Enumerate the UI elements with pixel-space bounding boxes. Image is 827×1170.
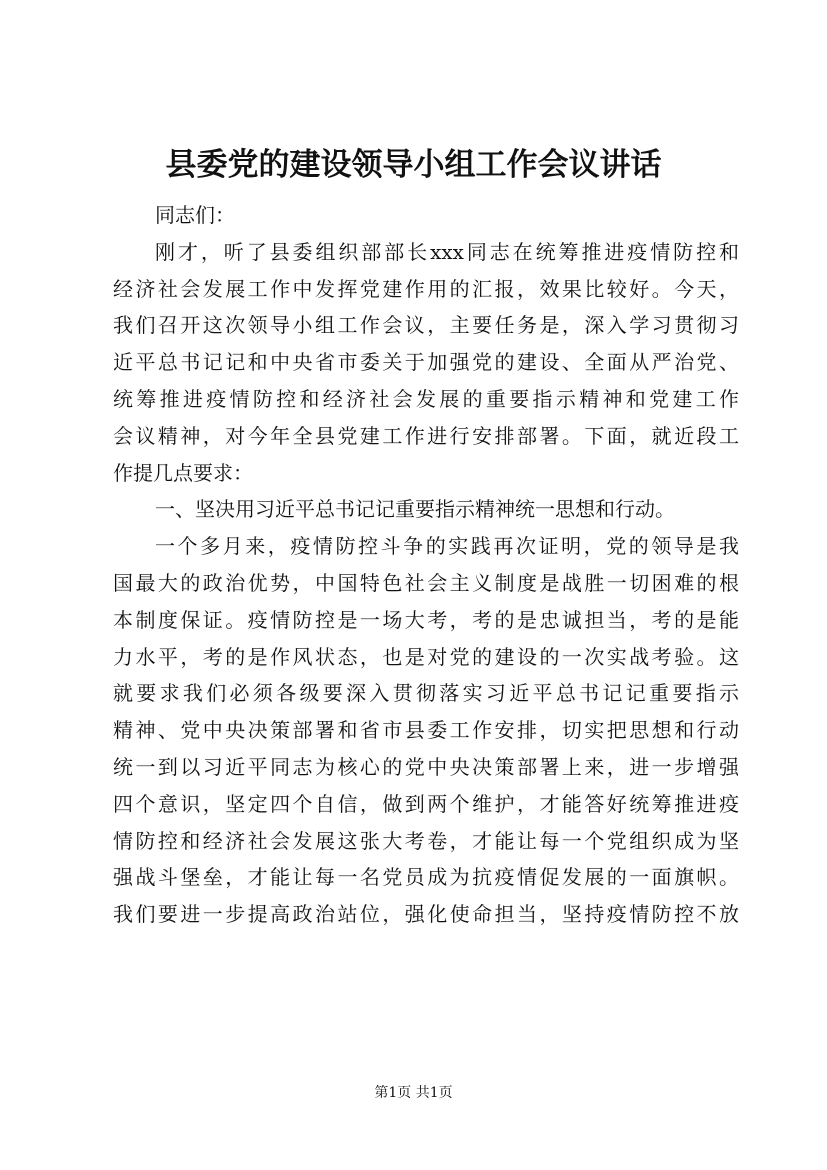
document-body [113, 197, 739, 933]
paragraph-line: 情防控和经济社会发展这张大考卷，才能让每一个党组织成为坚 [113, 828, 739, 853]
paragraph-line: 刚才，听了县委组织部部长xxx同志在统筹推进疫情防控和 [155, 239, 739, 264]
paragraph-line: 本制度保证。疫情防控是一场大考，考的是忠诚担当，考的是能 [113, 607, 739, 632]
salutation: 同志们： [155, 203, 235, 227]
paragraph-line: 经济社会发展工作中发挥党建作用的汇报，效果比较好。今天， [113, 276, 739, 301]
paragraph-line: 强战斗堡垒，才能让每一名党员成为抗疫情促发展的一面旗帜。 [113, 865, 739, 890]
section-heading: 一、坚决用习近平总书记记重要指示精神统一思想和行动。 [155, 497, 675, 522]
paragraph-line: 精神、党中央决策部署和省市县委工作安排，切实把思想和行动 [113, 718, 739, 743]
paragraph-line: 我们要进一步提高政治站位，强化使命担当，坚持疫情防控不放 [113, 902, 739, 927]
paragraph-line: 就要求我们必须各级要深入贯彻落实习近平总书记记重要指示 [113, 681, 739, 706]
paragraph-line: 会议精神，对今年全县党建工作进行安排部署。下面，就近段工 [113, 423, 739, 448]
page-number-footer: 第1页 共1页 [374, 1085, 453, 1101]
paragraph-line: 统筹推进疫情防控和经济社会发展的重要指示精神和党建工作 [113, 386, 739, 411]
document-title: 县委党的建设领导小组工作会议讲话 [165, 147, 662, 183]
paragraph-line: 国最大的政治优势，中国特色社会主义制度是战胜一切困难的根 [113, 570, 739, 595]
paragraph-line: 我们召开这次领导小组工作会议，主要任务是，深入学习贯彻习 [113, 313, 739, 338]
paragraph-line: 一个多月来，疫情防控斗争的实践再次证明，党的领导是我 [155, 534, 739, 559]
paragraph-line: 四个意识，坚定四个自信，做到两个维护，才能答好统筹推进疫 [113, 791, 739, 816]
paragraph-line: 力水平，考的是作风状态，也是对党的建设的一次实战考验。这 [113, 644, 739, 669]
paragraph-line: 近平总书记记和中央省市委关于加强党的建设、全面从严治党、 [113, 350, 739, 375]
paragraph-line: 作提几点要求： [113, 460, 253, 485]
paragraph-line: 统一到以习近平同志为核心的党中央决策部署上来，进一步增强 [113, 754, 739, 779]
